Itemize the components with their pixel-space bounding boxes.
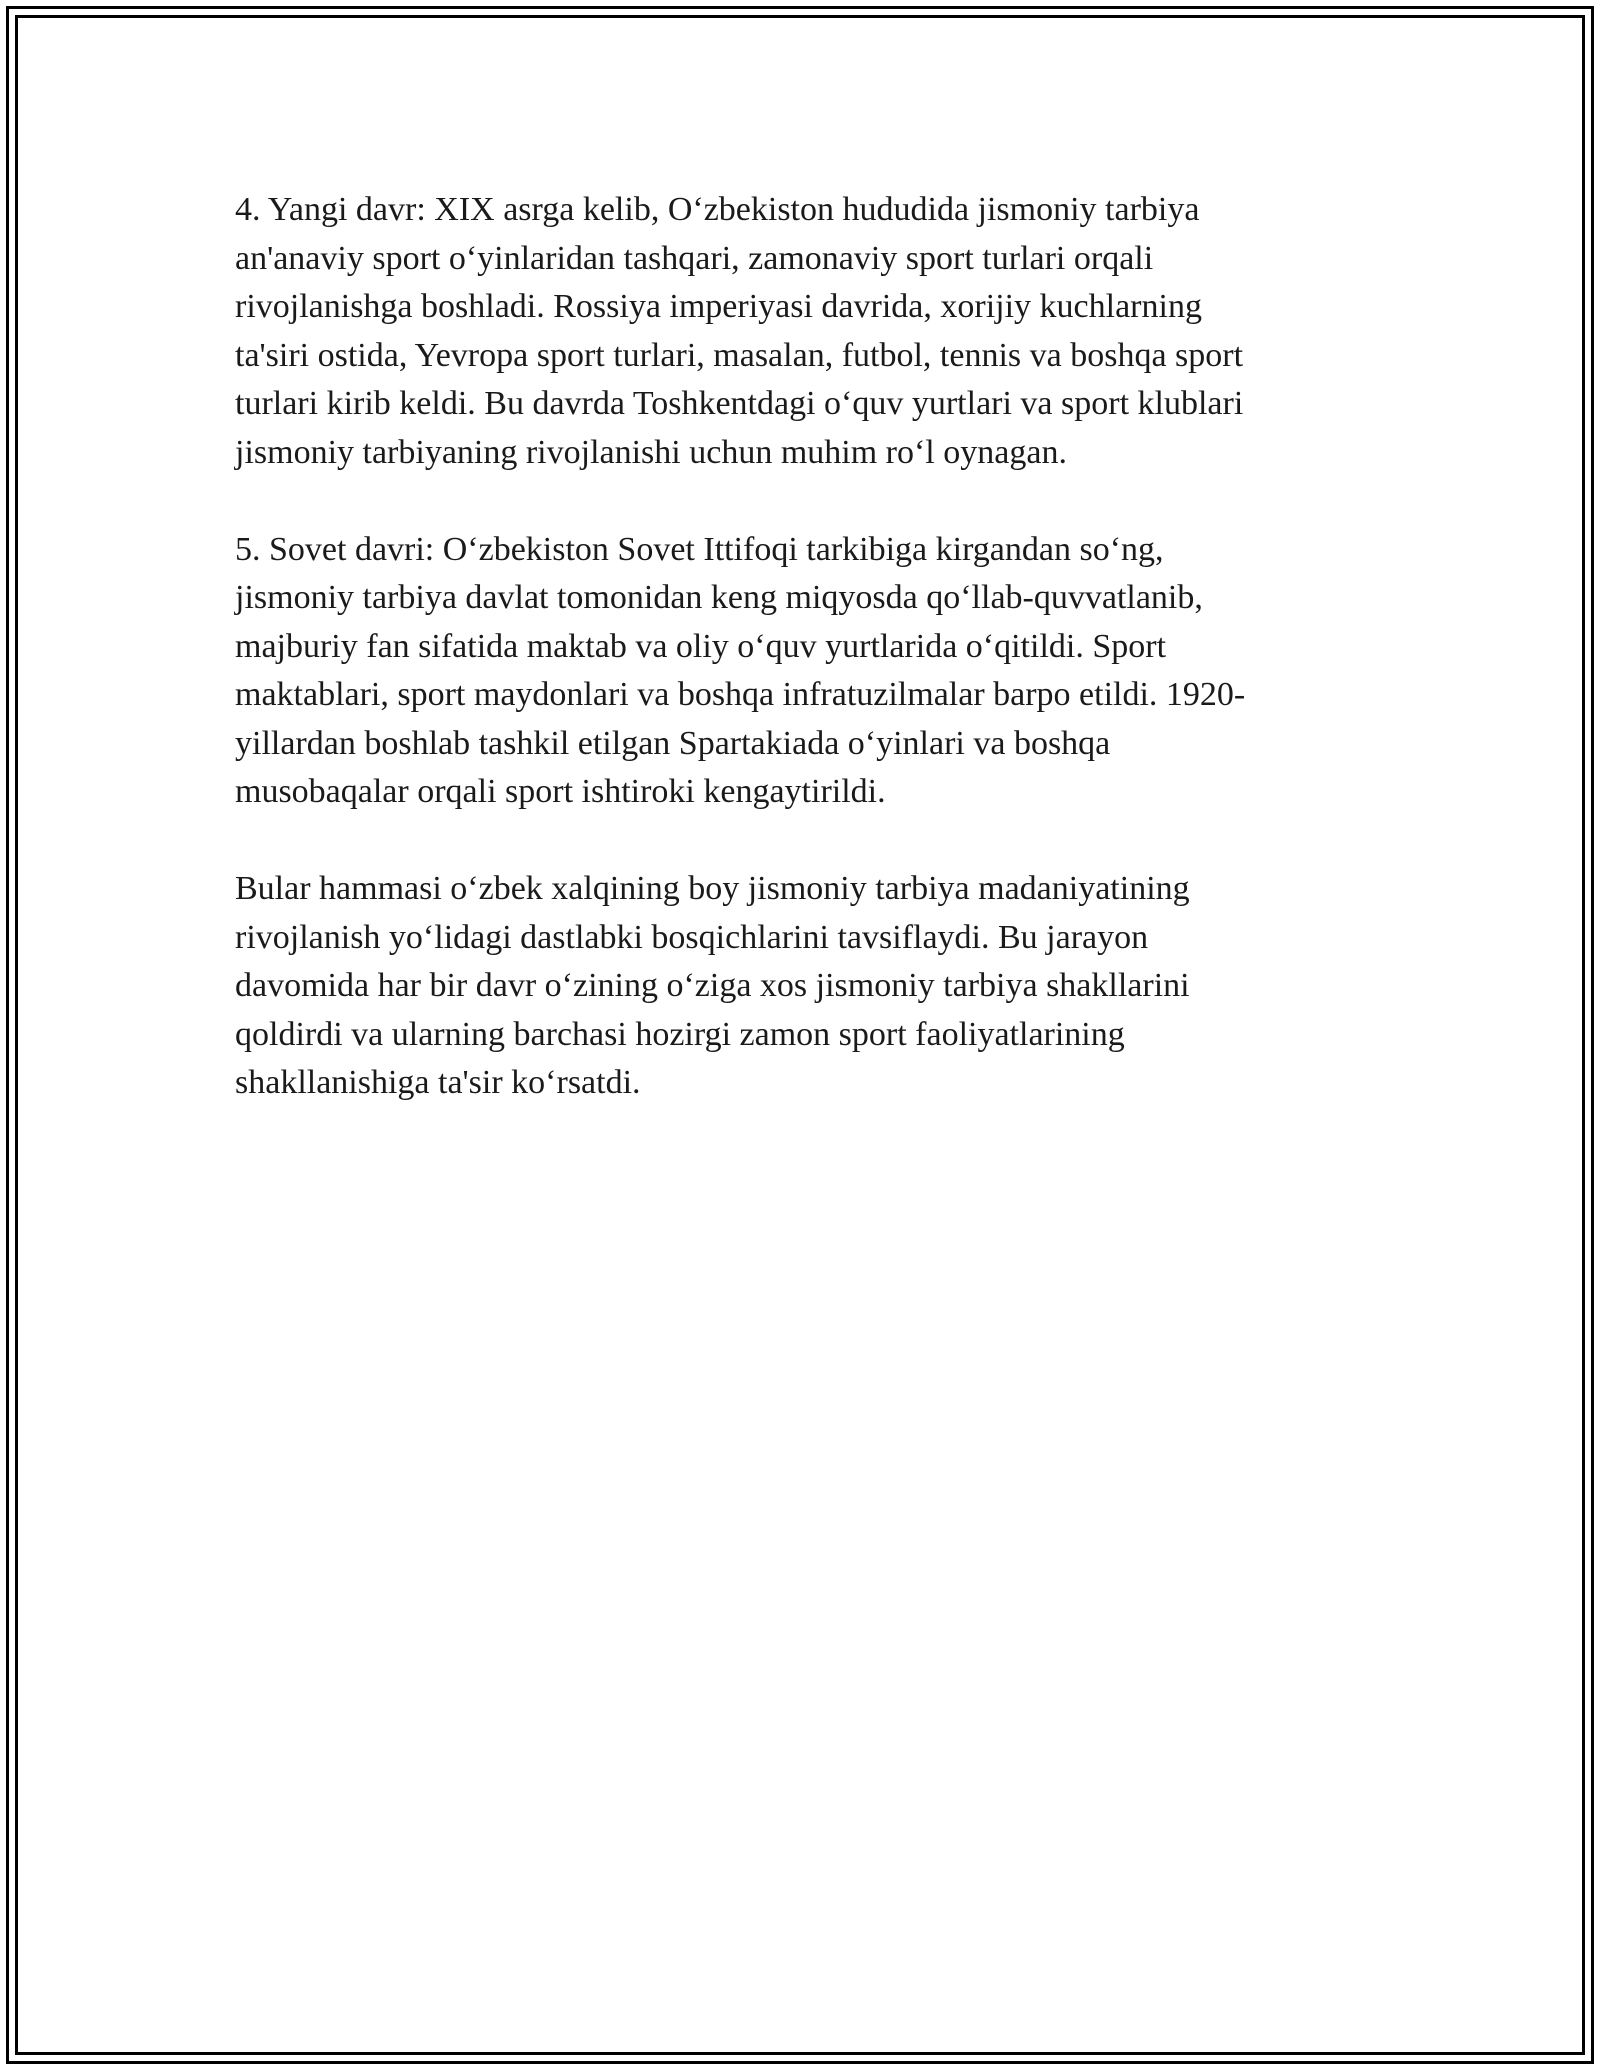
- text-line: rivojlanish yo‘lidagi dastlabki bosqichlarini tavsiflaydi. Bu jarayon: [235, 918, 1149, 956]
- paragraph-sovet-davri: [235, 526, 1355, 817]
- text-line: 4. Yangi davr: XIX asrga kelib, O‘zbekiston hududida jismoniy tarbiya: [235, 191, 1200, 228]
- text-line: qoldirdi va ularning barchasi hozirgi zamon sport faoliyatlarining: [235, 1015, 1125, 1053]
- text-line: shakllanishiga ta'sir ko‘rsatdi.: [235, 1064, 641, 1101]
- text-line: majburiy fan sifatida maktab va oliy o‘quv yurtlarida o‘qitildi. Sport: [235, 627, 1167, 665]
- document-body: [235, 186, 1355, 1156]
- text-line: jismoniy tarbiya davlat tomonidan keng miqyosda qo‘llab-quvvatlanib,: [235, 579, 1203, 616]
- text-line: maktablari, sport maydonlari va boshqa infratuzilmalar barpo etildi. 1920-: [235, 676, 1246, 713]
- text-line: rivojlanishga boshladi. Rossiya imperiyasi davrida, xorijiy kuchlarning: [235, 288, 1202, 325]
- text-line: 5. Sovet davri: O‘zbekiston Sovet Ittifoqi tarkibiga kirgandan so‘ng,: [235, 530, 1164, 568]
- paragraph-yangi-davr: [235, 186, 1355, 477]
- text-line: musobaqalar orqali sport ishtiroki kengaytirildi.: [235, 773, 886, 810]
- paragraph-conclusion: [235, 865, 1355, 1108]
- text-line: ta'siri ostida, Yevropa sport turlari, masalan, futbol, tennis va boshqa sport: [235, 336, 1244, 374]
- text-line: turlari kirib keldi. Bu davrda Toshkentdagi o‘quv yurtlari va sport klublari: [235, 385, 1244, 422]
- text-line: davomida har bir davr o‘zining o‘ziga xos jismoniy tarbiya shakllarini: [235, 967, 1190, 1004]
- text-line: jismoniy tarbiyaning rivojlanishi uchun muhim ro‘l oynagan.: [235, 433, 1067, 471]
- text-line: an'anaviy sport o‘yinlaridan tashqari, zamonaviy sport turlari orqali: [235, 239, 1154, 277]
- text-line: yillardan boshlab tashkil etilgan Spartakiada o‘yinlari va boshqa: [235, 724, 1111, 762]
- text-line: Bular hammasi o‘zbek xalqining boy jismoniy tarbiya madaniyatining: [235, 870, 1190, 907]
